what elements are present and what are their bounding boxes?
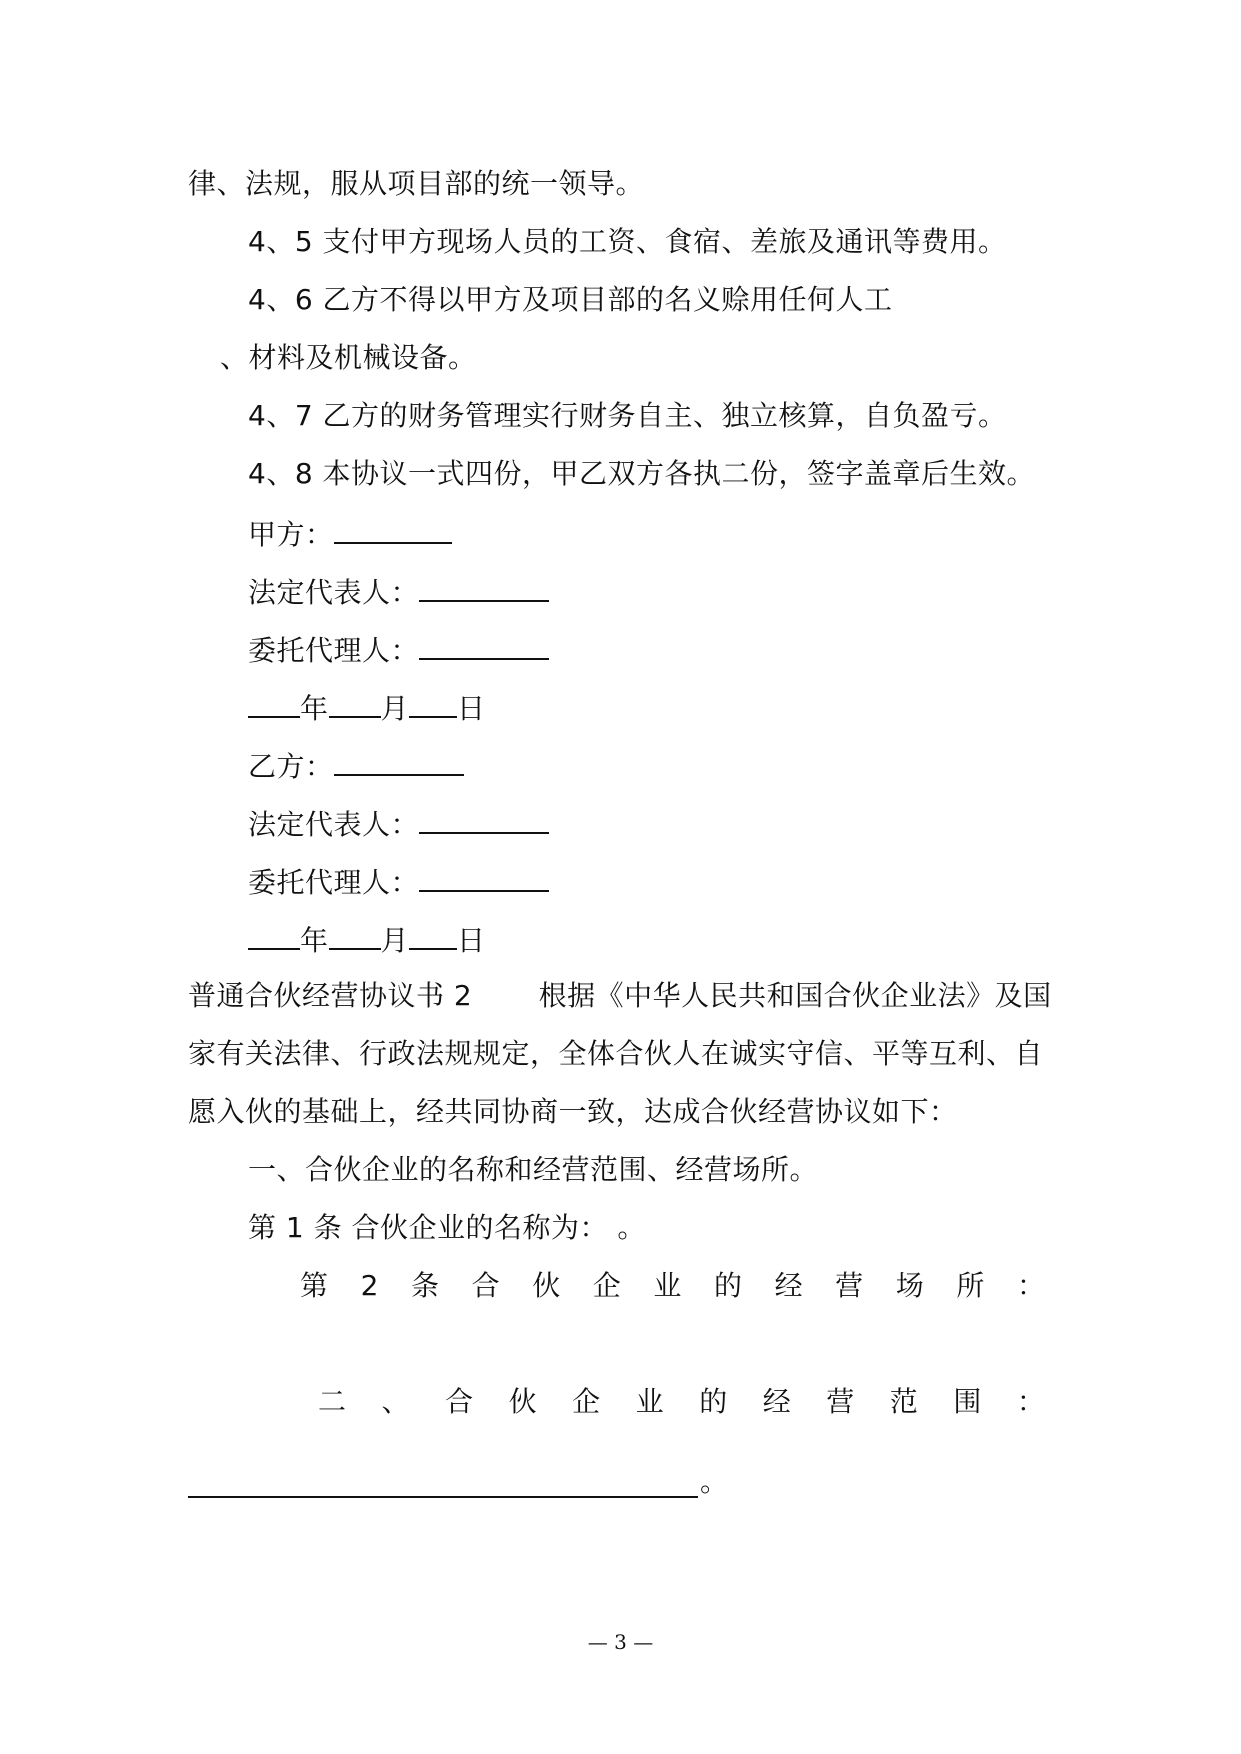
- article-2-char: 经: [774, 1269, 803, 1302]
- party-a-blank: [334, 512, 452, 544]
- section-2-char: 经: [762, 1385, 791, 1418]
- day-a-label: 日: [457, 692, 486, 725]
- section-2-char: ：: [1016, 1385, 1045, 1418]
- agent-a-line: [248, 628, 1118, 671]
- page-number: — 3 —: [587, 1630, 654, 1654]
- legal-rep-a-label: 法定代表人：: [248, 576, 420, 609]
- article-2-char: 所: [956, 1269, 985, 1302]
- year-a-label: 年: [300, 692, 329, 725]
- agent-a-label: 委托代理人：: [248, 634, 420, 667]
- section-2-char: 业: [635, 1385, 664, 1418]
- legal-rep-a-line: [248, 570, 1118, 613]
- month-a-label: 月: [380, 692, 410, 725]
- section-1-heading: 一、合伙企业的名称和经营范围、经营场所。: [248, 1153, 819, 1186]
- date-a-line: [248, 686, 1118, 729]
- article-2-char: 场: [895, 1269, 924, 1302]
- clause-4-7: 4、7 乙方的财务管理实行财务自主、独立核算，自负盈亏。: [248, 399, 1007, 432]
- party-a-line: [248, 512, 1118, 555]
- section-2-char: 围: [953, 1385, 982, 1418]
- agent-b-label: 委托代理人：: [248, 866, 420, 899]
- clause-4-5: 4、5 支付甲方现场人员的工资、食宿、差旅及通讯等费用。: [248, 225, 1007, 258]
- article-2-char: 合: [471, 1269, 500, 1302]
- agent-a-blank: [419, 628, 549, 660]
- section-2-char: 范: [889, 1385, 918, 1418]
- legal-rep-b-blank: [419, 802, 549, 834]
- agreement-2-heading: 普通合伙经营协议书 2 根据《中华人民共和国合伙企业法》及国: [188, 979, 1052, 1012]
- party-b-label: 乙方：: [248, 750, 334, 783]
- agent-b-line: [248, 860, 1118, 903]
- clause-4-6-continued: 、材料及机械设备。: [220, 341, 477, 374]
- article-2-char: 企: [592, 1269, 621, 1302]
- article-2-char: ：: [1016, 1269, 1045, 1302]
- article-2-char: 2: [360, 1269, 379, 1302]
- article-2: [300, 1266, 1045, 1306]
- month-b-label: 月: [380, 924, 410, 957]
- legal-rep-b-line: [248, 802, 1118, 845]
- year-b-label: 年: [300, 924, 329, 957]
- section-2-char: 营: [826, 1385, 855, 1418]
- section-2-char: 企: [572, 1385, 601, 1418]
- section-2-char: 二: [318, 1385, 347, 1418]
- day-b-blank: [409, 918, 457, 950]
- section-2-char: 、: [381, 1385, 410, 1418]
- month-a-blank: [329, 686, 381, 718]
- paragraph-text: 愿入伙的基础上，经共同协商一致，达成合伙经营协议如下：: [188, 1095, 958, 1128]
- party-a-label: 甲方：: [248, 518, 334, 551]
- article-2-char: 业: [653, 1269, 682, 1302]
- article-2-char: 的: [713, 1269, 742, 1302]
- date-b-line: [248, 918, 1118, 961]
- party-b-line: [248, 744, 1118, 787]
- article-2-char: 第: [300, 1269, 329, 1302]
- month-b-blank: [329, 918, 381, 950]
- paragraph-text: 家有关法律、行政法规规定，全体合伙人在诚实守信、平等互利、自: [188, 1037, 1044, 1070]
- article-2-ending: 。: [700, 1465, 729, 1498]
- clause-4-6: 4、6 乙方不得以甲方及项目部的名义赊用任何人工: [248, 283, 893, 316]
- article-2-char: 伙: [532, 1269, 561, 1302]
- day-a-blank: [409, 686, 457, 718]
- day-b-label: 日: [457, 924, 486, 957]
- clause-4-8: 4、8 本协议一式四份，甲乙双方各执二份，签字盖章后生效。: [248, 457, 1036, 490]
- paragraph-text: 律、法规，服从项目部的统一领导。: [188, 167, 645, 200]
- business-location-blank: [188, 1496, 698, 1498]
- agent-b-blank: [419, 860, 549, 892]
- legal-rep-b-label: 法定代表人：: [248, 808, 420, 841]
- year-a-blank: [248, 686, 300, 718]
- party-b-blank: [334, 744, 464, 776]
- legal-rep-a-blank: [419, 570, 549, 602]
- article-1: 第 1 条 合伙企业的名称为： 。: [248, 1211, 646, 1244]
- section-2-heading: [318, 1382, 1045, 1422]
- section-2-char: 合: [445, 1385, 474, 1418]
- year-b-blank: [248, 918, 300, 950]
- section-2-char: 的: [699, 1385, 728, 1418]
- article-2-char: 条: [411, 1269, 440, 1302]
- section-2-char: 伙: [508, 1385, 537, 1418]
- article-2-char: 营: [835, 1269, 864, 1302]
